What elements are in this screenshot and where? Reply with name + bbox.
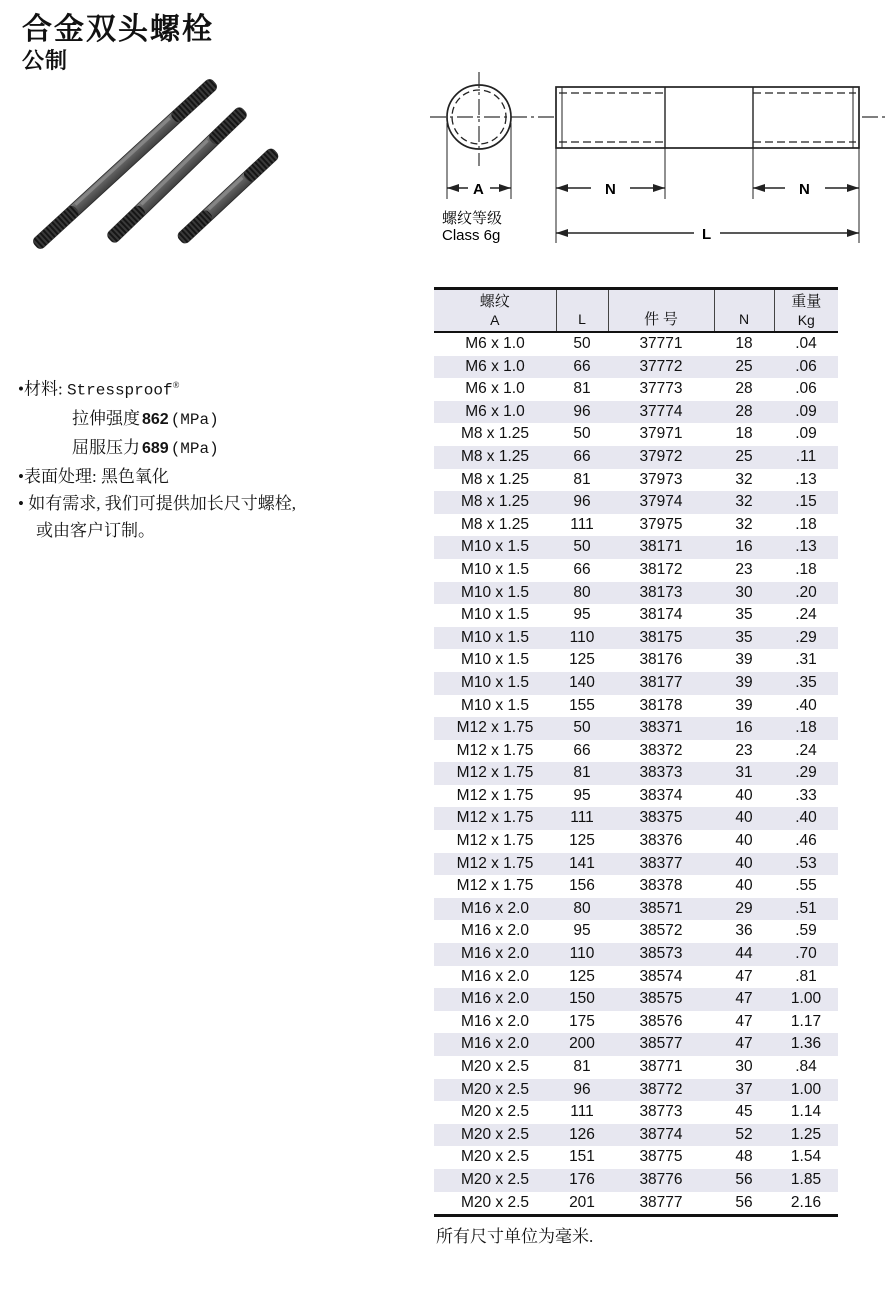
table-cell: .18 xyxy=(795,515,817,533)
table-cell: 38771 xyxy=(639,1058,683,1075)
table-cell: 1.54 xyxy=(790,1148,822,1166)
table-cell: .04 xyxy=(795,335,817,352)
table-cell: 47 xyxy=(735,1035,753,1053)
table-cell: .40 xyxy=(795,809,817,827)
table-cell: 200 xyxy=(569,1035,595,1053)
table-cell: 37774 xyxy=(639,402,683,420)
table-cell: 37 xyxy=(735,1080,753,1098)
table-cell: 50 xyxy=(573,538,591,556)
table-cell: 111 xyxy=(570,809,594,827)
table-row xyxy=(434,356,838,379)
table-cell: 30 xyxy=(735,583,753,601)
table-cell: 66 xyxy=(573,447,591,465)
table-cell: M20 x 2.5 xyxy=(460,1080,530,1098)
table-cell: M12 x 1.75 xyxy=(456,764,534,782)
table-cell: M10 x 1.5 xyxy=(460,628,530,646)
table-cell: 38574 xyxy=(639,967,683,985)
note-tensile: 拉伸强度 862 (MPa) xyxy=(72,408,219,429)
size-table-body xyxy=(434,332,838,1216)
table-cell: 18 xyxy=(735,425,753,443)
table-cell: 38372 xyxy=(639,741,683,759)
table-cell: M10 x 1.5 xyxy=(460,606,530,624)
table-cell: M20 x 2.5 xyxy=(460,1148,530,1166)
table-row xyxy=(434,943,838,966)
table-cell: .33 xyxy=(795,786,817,804)
table-cell: 37771 xyxy=(639,335,683,352)
table-cell: 38174 xyxy=(639,606,683,624)
table-cell: .81 xyxy=(795,967,817,985)
table-cell: 39 xyxy=(735,696,753,714)
table-cell: 96 xyxy=(573,402,591,420)
table-row xyxy=(434,491,838,514)
table-cell: .40 xyxy=(795,696,817,714)
table-cell: .13 xyxy=(795,538,817,556)
table-cell: 38775 xyxy=(639,1148,683,1166)
table-cell: 38376 xyxy=(639,832,683,850)
table-cell: 25 xyxy=(735,357,753,375)
table-cell: 50 xyxy=(573,425,591,443)
table-cell: 141 xyxy=(569,854,595,872)
table-cell: 1.17 xyxy=(790,1012,822,1030)
table-cell: M12 x 1.75 xyxy=(456,786,534,804)
table-cell: 40 xyxy=(735,809,753,827)
table-cell: 38371 xyxy=(639,719,683,737)
table-cell: 56 xyxy=(735,1170,753,1188)
size-table xyxy=(434,287,838,1217)
table-cell: 66 xyxy=(573,357,591,375)
table-cell: .84 xyxy=(795,1058,817,1075)
table-cell: 52 xyxy=(735,1125,753,1143)
table-cell: 38774 xyxy=(639,1125,683,1143)
table-cell: 1.25 xyxy=(790,1125,822,1143)
table-cell: 38772 xyxy=(639,1080,683,1098)
table-cell: M10 x 1.5 xyxy=(460,538,530,556)
table-cell: 1.00 xyxy=(790,990,822,1008)
table-row xyxy=(434,875,838,898)
table-row xyxy=(434,604,838,627)
table-cell: 38572 xyxy=(639,922,683,940)
table-cell: 32 xyxy=(735,515,753,533)
table-cell: 125 xyxy=(569,651,595,669)
table-cell: M8 x 1.25 xyxy=(460,447,530,465)
table-row xyxy=(434,966,838,989)
table-cell: 50 xyxy=(573,719,591,737)
page-title: 合金双头螺栓 xyxy=(22,13,214,46)
table-cell: M16 x 2.0 xyxy=(460,1035,530,1053)
table-cell: .13 xyxy=(795,470,817,488)
table-cell: 56 xyxy=(714,1192,774,1216)
table-cell: 38776 xyxy=(639,1170,683,1188)
table-cell: 156 xyxy=(569,877,595,895)
note-material: •材料: Stressproof® xyxy=(18,379,180,400)
table-cell: 25 xyxy=(735,447,753,465)
table-cell: 38576 xyxy=(639,1012,683,1030)
table-cell: 151 xyxy=(569,1148,595,1166)
table-row xyxy=(434,920,838,943)
table-cell: .29 xyxy=(795,764,817,782)
table-cell: 126 xyxy=(569,1125,595,1143)
table-cell: 38575 xyxy=(639,990,683,1008)
table-row xyxy=(434,1033,838,1056)
table-cell: 47 xyxy=(735,990,753,1008)
table-row xyxy=(434,446,838,469)
table-cell: 2.16 xyxy=(774,1192,838,1216)
dim-n-left-label: N xyxy=(605,181,616,198)
page-subtitle: 公制 xyxy=(22,48,69,73)
table-row xyxy=(434,695,838,718)
table-cell: M10 x 1.5 xyxy=(460,583,530,601)
table-cell: 81 xyxy=(573,470,591,488)
table-row xyxy=(434,830,838,853)
table-cell: 37972 xyxy=(639,447,683,465)
table-row xyxy=(434,807,838,830)
dim-a-label: A xyxy=(473,181,484,198)
table-cell: 38777 xyxy=(608,1192,714,1216)
table-cell: M12 x 1.75 xyxy=(456,741,534,759)
table-cell: M10 x 1.5 xyxy=(460,560,530,578)
table-cell: .53 xyxy=(795,854,817,872)
table-cell: .31 xyxy=(795,651,817,669)
table-cell: M16 x 2.0 xyxy=(460,945,530,963)
table-cell: M8 x 1.25 xyxy=(460,425,530,443)
table-cell: 37974 xyxy=(639,493,683,511)
table-row xyxy=(434,1101,838,1124)
table-cell: .29 xyxy=(795,628,817,646)
table-cell: 38571 xyxy=(639,899,683,917)
table-cell: M20 x 2.5 xyxy=(460,1058,530,1075)
table-cell: M8 x 1.25 xyxy=(460,470,530,488)
table-cell: .59 xyxy=(795,922,817,940)
table-cell: .06 xyxy=(795,380,817,398)
table-cell: 38573 xyxy=(639,945,683,963)
table-row xyxy=(434,853,838,876)
table-cell: M12 x 1.75 xyxy=(456,854,534,872)
table-cell: 36 xyxy=(735,922,753,940)
table-cell: .55 xyxy=(795,877,817,895)
table-cell: 201 xyxy=(556,1192,608,1216)
table-cell: 95 xyxy=(573,922,591,940)
col-header-part: 件 号 xyxy=(608,289,714,333)
table-row xyxy=(434,1169,838,1192)
table-row xyxy=(434,717,838,740)
table-cell: 40 xyxy=(735,877,753,895)
table-row xyxy=(434,649,838,672)
table-row xyxy=(434,423,838,446)
table-cell: M6 x 1.0 xyxy=(465,357,525,375)
dim-n-right-label: N xyxy=(799,181,810,198)
table-row xyxy=(434,785,838,808)
note-finish: •表面处理: 黑色氧化 xyxy=(18,466,169,486)
table-cell: 176 xyxy=(569,1170,595,1188)
table-row xyxy=(434,988,838,1011)
table-cell: 1.00 xyxy=(790,1080,822,1098)
table-cell: 140 xyxy=(569,673,595,691)
table-cell: 39 xyxy=(735,673,753,691)
table-cell: M12 x 1.75 xyxy=(456,877,534,895)
table-cell: M16 x 2.0 xyxy=(460,899,530,917)
size-table-container xyxy=(434,287,838,1217)
table-cell: .18 xyxy=(795,719,817,737)
table-row xyxy=(434,672,838,695)
table-cell: M20 x 2.5 xyxy=(460,1125,530,1143)
table-row xyxy=(434,559,838,582)
table-row xyxy=(434,582,838,605)
table-cell: 29 xyxy=(735,899,753,917)
table-cell: 28 xyxy=(735,402,753,420)
table-cell: 37975 xyxy=(639,515,683,533)
table-row xyxy=(434,332,838,356)
table-cell: 47 xyxy=(735,967,753,985)
table-cell: 150 xyxy=(569,990,595,1008)
units-note: 所有尺寸单位为毫米. xyxy=(436,1227,594,1246)
table-cell: 38177 xyxy=(639,673,683,691)
table-cell: .11 xyxy=(795,447,817,465)
table-row xyxy=(434,514,838,537)
note-custom-2: 或由客户订制。 xyxy=(36,520,155,540)
table-cell: 47 xyxy=(735,1012,753,1030)
table-cell: 80 xyxy=(573,583,591,601)
col-header-n: N xyxy=(714,289,774,333)
table-cell: M12 x 1.75 xyxy=(456,809,534,827)
table-cell: 37772 xyxy=(639,357,683,375)
dim-l-label: L xyxy=(702,226,712,243)
side-view-body xyxy=(556,87,859,148)
table-cell: 38378 xyxy=(639,877,683,895)
table-cell: 1.36 xyxy=(790,1035,822,1053)
table-row xyxy=(434,898,838,921)
table-cell: 35 xyxy=(735,606,753,624)
col-header-thread: 螺纹 A xyxy=(434,289,556,333)
table-cell: M6 x 1.0 xyxy=(465,380,525,398)
table-cell: 66 xyxy=(573,741,591,759)
table-row xyxy=(434,1192,838,1216)
table-row xyxy=(434,536,838,559)
table-cell: M20 x 2.5 xyxy=(460,1170,530,1188)
col-header-length: L xyxy=(556,289,608,333)
note-yield: 屈服压力 689 (MPa) xyxy=(72,437,219,458)
table-cell: .70 xyxy=(795,945,817,963)
table-cell: 50 xyxy=(573,335,591,352)
table-row xyxy=(434,1011,838,1034)
table-row xyxy=(434,1146,838,1169)
table-cell: 23 xyxy=(735,741,753,759)
table-cell: M20 x 2.5 xyxy=(460,1103,530,1121)
table-cell: 40 xyxy=(735,786,753,804)
table-cell: M16 x 2.0 xyxy=(460,990,530,1008)
table-cell: .46 xyxy=(795,832,817,850)
table-cell: 31 xyxy=(735,764,753,782)
table-cell: 16 xyxy=(735,719,753,737)
table-cell: .18 xyxy=(795,560,817,578)
table-cell: 111 xyxy=(570,515,594,533)
table-cell: 32 xyxy=(735,470,753,488)
table-cell: 81 xyxy=(573,1058,591,1075)
table-cell: 125 xyxy=(569,832,595,850)
table-cell: .35 xyxy=(795,673,817,691)
table-cell: 155 xyxy=(569,696,595,714)
table-cell: M12 x 1.75 xyxy=(456,719,534,737)
table-cell: 96 xyxy=(573,493,591,511)
table-row xyxy=(434,1124,838,1147)
table-cell: M10 x 1.5 xyxy=(460,673,530,691)
product-notes xyxy=(18,372,424,544)
table-cell: 81 xyxy=(573,764,591,782)
table-cell: 16 xyxy=(735,538,753,556)
table-cell: M20 x 2.5 xyxy=(434,1192,556,1216)
table-cell: 95 xyxy=(573,786,591,804)
table-cell: .24 xyxy=(795,606,817,624)
stud-medium xyxy=(106,106,249,245)
table-row xyxy=(434,1079,838,1102)
table-cell: 48 xyxy=(735,1148,753,1166)
table-cell: 38373 xyxy=(639,764,683,782)
table-cell: 80 xyxy=(573,899,591,917)
table-cell: 39 xyxy=(735,651,753,669)
table-cell: M16 x 2.0 xyxy=(460,967,530,985)
table-cell: 30 xyxy=(735,1058,753,1075)
table-cell: .06 xyxy=(795,357,817,375)
table-cell: M10 x 1.5 xyxy=(460,651,530,669)
dimension-drawing xyxy=(428,66,891,256)
table-cell: M16 x 2.0 xyxy=(460,1012,530,1030)
table-cell: 38173 xyxy=(639,583,683,601)
table-cell: M8 x 1.25 xyxy=(460,493,530,511)
table-cell: .15 xyxy=(795,493,817,511)
table-cell: 38773 xyxy=(639,1103,683,1121)
col-header-weight: 重量 Kg xyxy=(774,289,838,333)
table-cell: .20 xyxy=(795,583,817,601)
table-cell: 37973 xyxy=(639,470,683,488)
table-cell: M8 x 1.25 xyxy=(460,515,530,533)
table-cell: .51 xyxy=(795,899,817,917)
thread-class-cn: 螺纹等级 xyxy=(442,210,503,227)
table-cell: 38176 xyxy=(639,651,683,669)
table-cell: 40 xyxy=(735,832,753,850)
table-row xyxy=(434,740,838,763)
table-cell: 40 xyxy=(735,854,753,872)
table-cell: 38377 xyxy=(639,854,683,872)
table-row xyxy=(434,627,838,650)
table-header xyxy=(434,289,838,333)
table-cell: 38175 xyxy=(639,628,683,646)
table-cell: 38577 xyxy=(639,1035,683,1053)
table-cell: 38374 xyxy=(639,786,683,804)
table-cell: 37773 xyxy=(639,380,683,398)
table-cell: 44 xyxy=(735,945,753,963)
table-cell: M16 x 2.0 xyxy=(460,922,530,940)
thread-class-en: Class 6g xyxy=(442,227,501,244)
table-cell: .24 xyxy=(795,741,817,759)
table-row xyxy=(434,378,838,401)
table-cell: 38178 xyxy=(639,696,683,714)
table-cell: 23 xyxy=(735,560,753,578)
table-cell: 32 xyxy=(735,493,753,511)
table-cell: 35 xyxy=(735,628,753,646)
table-cell: 110 xyxy=(569,628,595,646)
table-cell: .09 xyxy=(795,402,817,420)
table-cell: .09 xyxy=(795,425,817,443)
table-cell: 38172 xyxy=(639,560,683,578)
table-cell: 28 xyxy=(735,380,753,398)
table-cell: 125 xyxy=(569,967,595,985)
note-custom-1: • 如有需求, 我们可提供加长尺寸螺栓, xyxy=(18,493,296,513)
table-cell: M12 x 1.75 xyxy=(456,832,534,850)
table-cell: 95 xyxy=(573,606,591,624)
table-cell: 175 xyxy=(569,1012,595,1030)
table-row xyxy=(434,401,838,424)
table-cell: M6 x 1.0 xyxy=(465,402,525,420)
studs-photo xyxy=(22,68,292,260)
table-cell: 45 xyxy=(735,1103,753,1121)
table-cell: 1.14 xyxy=(790,1103,822,1121)
table-row xyxy=(434,1056,838,1079)
table-row xyxy=(434,469,838,492)
table-cell: 111 xyxy=(570,1103,594,1121)
table-cell: M10 x 1.5 xyxy=(460,696,530,714)
table-cell: 38171 xyxy=(639,538,683,556)
table-cell: M6 x 1.0 xyxy=(465,335,525,352)
table-cell: 81 xyxy=(573,380,591,398)
table-cell: 18 xyxy=(735,335,753,352)
table-cell: 37971 xyxy=(639,425,683,443)
table-row xyxy=(434,762,838,785)
table-cell: 96 xyxy=(573,1080,591,1098)
table-cell: 1.85 xyxy=(790,1170,822,1188)
table-cell: 110 xyxy=(569,945,595,963)
table-cell: 66 xyxy=(573,560,591,578)
table-cell: 38375 xyxy=(639,809,683,827)
